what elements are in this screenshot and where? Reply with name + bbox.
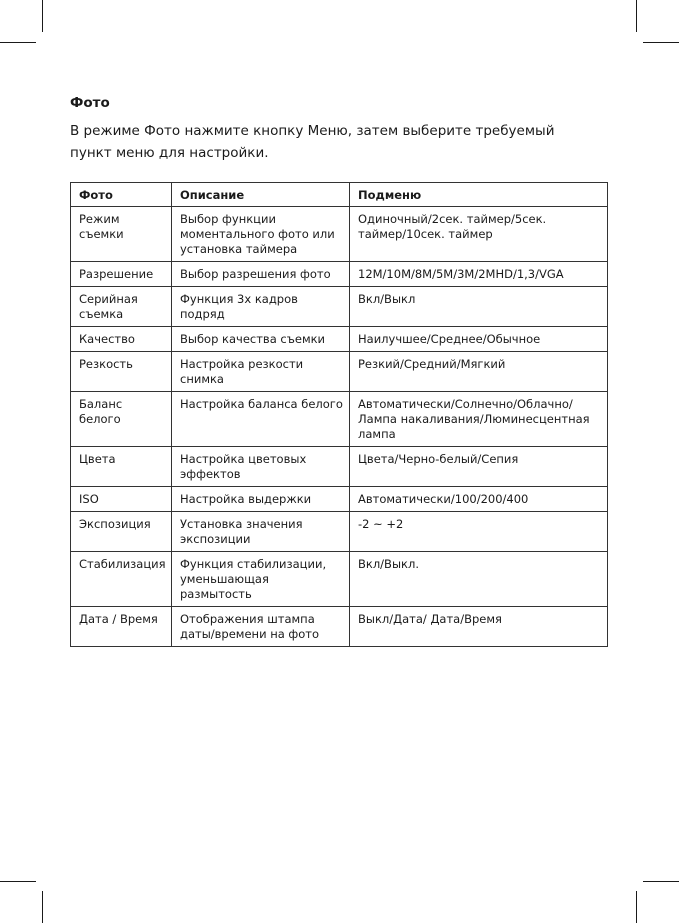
setting-name: Разрешение	[71, 262, 172, 287]
table-row	[71, 327, 608, 352]
table-row	[71, 392, 608, 447]
crop-mark-top-left-horizontal	[0, 42, 36, 43]
setting-description: Функция 3х кадров подряд	[172, 287, 350, 327]
setting-name: Дата / Время	[71, 607, 172, 647]
setting-description: Установка значения экспозиции	[172, 512, 350, 552]
table-header-row	[71, 183, 608, 207]
setting-description: Выбор функции моментального фото или установка таймера	[172, 207, 350, 262]
settings-table	[70, 182, 608, 647]
setting-name: Резкость	[71, 352, 172, 392]
setting-description: Настройка баланса белого	[172, 392, 350, 447]
crop-mark-bottom-left-horizontal	[0, 881, 36, 882]
setting-submenu: Резкий/Средний/Мягкий	[350, 352, 608, 392]
header-description: Описание	[172, 183, 350, 207]
table-row	[71, 447, 608, 487]
crop-mark-bottom-right-vertical	[636, 891, 637, 923]
setting-submenu: Одиночный/2сек. таймер/5сек. таймер/10сек. таймер	[350, 207, 608, 262]
header-photo: Фото	[71, 183, 172, 207]
setting-name: Цвета	[71, 447, 172, 487]
table-row	[71, 262, 608, 287]
setting-name: Баланс белого	[71, 392, 172, 447]
crop-mark-top-right-vertical	[636, 0, 637, 32]
setting-name: Качество	[71, 327, 172, 352]
table-row	[71, 487, 608, 512]
section-intro: В режиме Фото нажмите кнопку Меню, затем выберите требуемый пункт меню для настройки.	[70, 123, 555, 161]
setting-submenu: Автоматически/100/200/400	[350, 487, 608, 512]
setting-submenu: Выкл/Дата/ Дата/Время	[350, 607, 608, 647]
section-title: Фото	[70, 95, 110, 111]
setting-submenu: Автоматически/Солнечно/Облачно/ Лампа накаливания/Люминесцентная лампа	[350, 392, 608, 447]
header-submenu: Подменю	[350, 183, 608, 207]
crop-mark-bottom-right-horizontal	[643, 881, 679, 882]
setting-description: Отображения штампа даты/времени на фото	[172, 607, 350, 647]
setting-description: Настройка резкости снимка	[172, 352, 350, 392]
setting-description: Функция стабилизации, уменьшающая размытость	[172, 552, 350, 607]
setting-submenu: Наилучшее/Среднее/Обычное	[350, 327, 608, 352]
crop-mark-top-right-horizontal	[643, 42, 679, 43]
setting-name: ISO	[71, 487, 172, 512]
setting-submenu: Вкл/Выкл.	[350, 552, 608, 607]
table-row	[71, 607, 608, 647]
setting-name: Серийная съемка	[71, 287, 172, 327]
setting-submenu: Цвета/Черно-белый/Сепия	[350, 447, 608, 487]
setting-description: Выбор разрешения фото	[172, 262, 350, 287]
setting-name: Стабилизация	[71, 552, 172, 607]
table-row	[71, 552, 608, 607]
table-row	[71, 352, 608, 392]
table-row	[71, 512, 608, 552]
setting-description: Настройка цветовых эффектов	[172, 447, 350, 487]
setting-description: Выбор качества съемки	[172, 327, 350, 352]
crop-mark-top-left-vertical	[42, 0, 43, 32]
setting-name: Режим съемки	[71, 207, 172, 262]
setting-submenu: Вкл/Выкл	[350, 287, 608, 327]
setting-description: Настройка выдержки	[172, 487, 350, 512]
setting-name: Экспозиция	[71, 512, 172, 552]
setting-submenu: 12M/10M/8M/5M/3M/2MHD/1,3/VGA	[350, 262, 608, 287]
crop-mark-bottom-left-vertical	[42, 891, 43, 923]
table-row	[71, 287, 608, 327]
setting-submenu: -2 ~ +2	[350, 512, 608, 552]
table-row	[71, 207, 608, 262]
